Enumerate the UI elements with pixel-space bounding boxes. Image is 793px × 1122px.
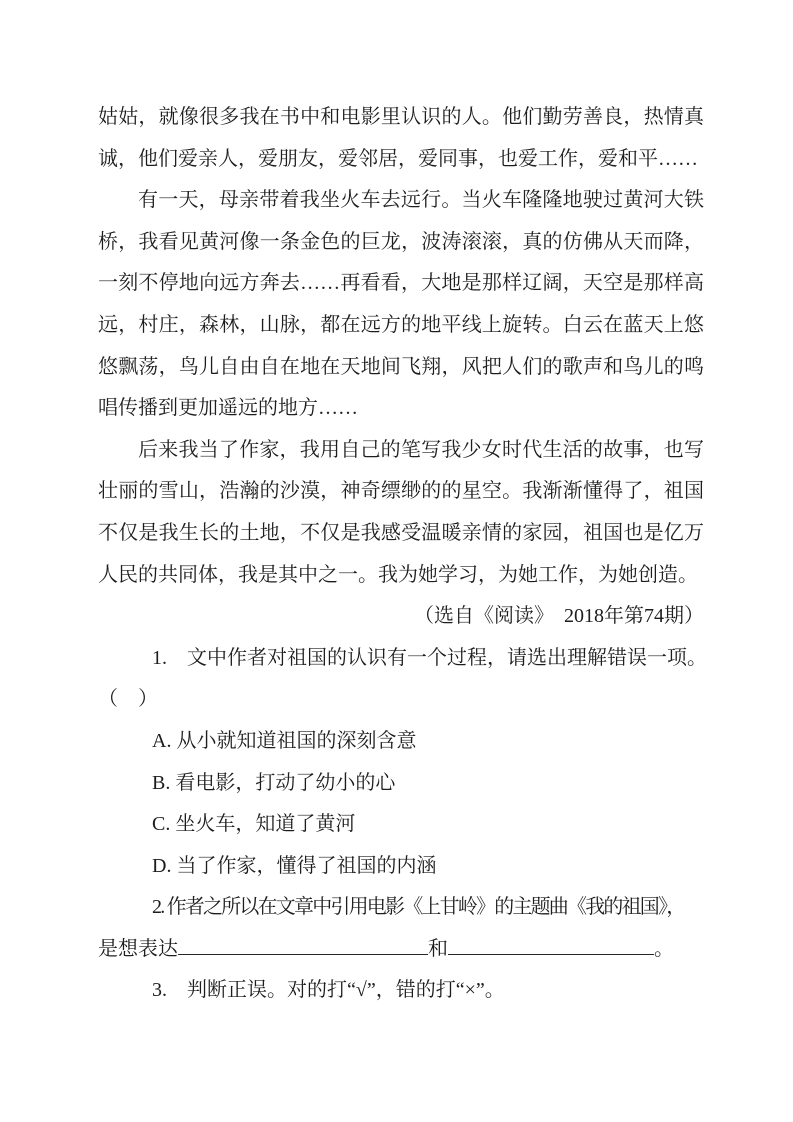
question-1-option-c: C. 坐火车，知道了黄河 [152, 813, 356, 836]
question-3-text: 3. 判断正误。对的打“√”，错的打“×”。 [152, 979, 505, 1002]
passage-paragraph-2: 有一天，母亲带着我坐火车去远行。当火车隆隆地驶过黄河大铁桥，我看见黄河像一条金色的巨龙，波涛滚滚，真的仿佛从天而降，一刻不停地向远方奔去……再看看，大地是那样辽阔，天空是那样高远，村庄，森林，山脉，都在远方的地平线上旋转。白云在蓝天上悠悠飘荡，鸟儿自由自在地在天地间飞翔，风把人们的歌声和鸟儿的鸣唱传播到更加遥远的地方…… [98, 189, 704, 420]
question-1-option-a: A. 从小就知道祖国的深刻含意 [152, 729, 417, 752]
question-1-option-d: D. 当了作家，懂得了祖国的内涵 [152, 854, 437, 877]
page-content [98, 97, 707, 1012]
question-1-answer-brackets: （ ） [98, 688, 158, 711]
question-2-fill-line [98, 929, 704, 971]
passage-paragraph-3: 后来我当了作家，我用自己的笔写我少女时代生活的故事，也写壮丽的雪山，浩瀚的沙漠，神奇缥缈的的星空。我渐渐懂得了，祖国不仅是我生长的土地，不仅是我感受温暖亲情的家园，祖国也是亿万人民的共同体，我是其中之一。我为她学习，为她工作，为她创造。 [98, 438, 704, 586]
question-1-option-b: B. 看电影，打动了幼小的心 [152, 771, 396, 794]
answer-blank-2 [448, 933, 654, 955]
question-2-fill-connector: 和 [428, 937, 448, 960]
passage-source-citation: （选自《阅读》 2018年第74期） [414, 605, 704, 628]
passage-paragraph-1: 姑姑，就像很多我在书中和电影里认识的人。他们勤劳善良，热情真诚，他们爱亲人，爱朋友，爱邻居，爱同事，也爱工作，爱和平…… [98, 106, 704, 170]
question-2-fill-suffix: 。 [654, 937, 674, 960]
answer-blank-1 [178, 933, 428, 955]
question-2-fill-prefix: 是想表达 [98, 937, 178, 960]
question-2-text: 2. 作者之所以在文章中引用电影《上甘岭》的主题曲《我的祖国》， [152, 896, 685, 919]
question-1-text: 1. 文中作者对祖国的认识有一个过程，请选出理解错误一项。 [152, 646, 707, 669]
